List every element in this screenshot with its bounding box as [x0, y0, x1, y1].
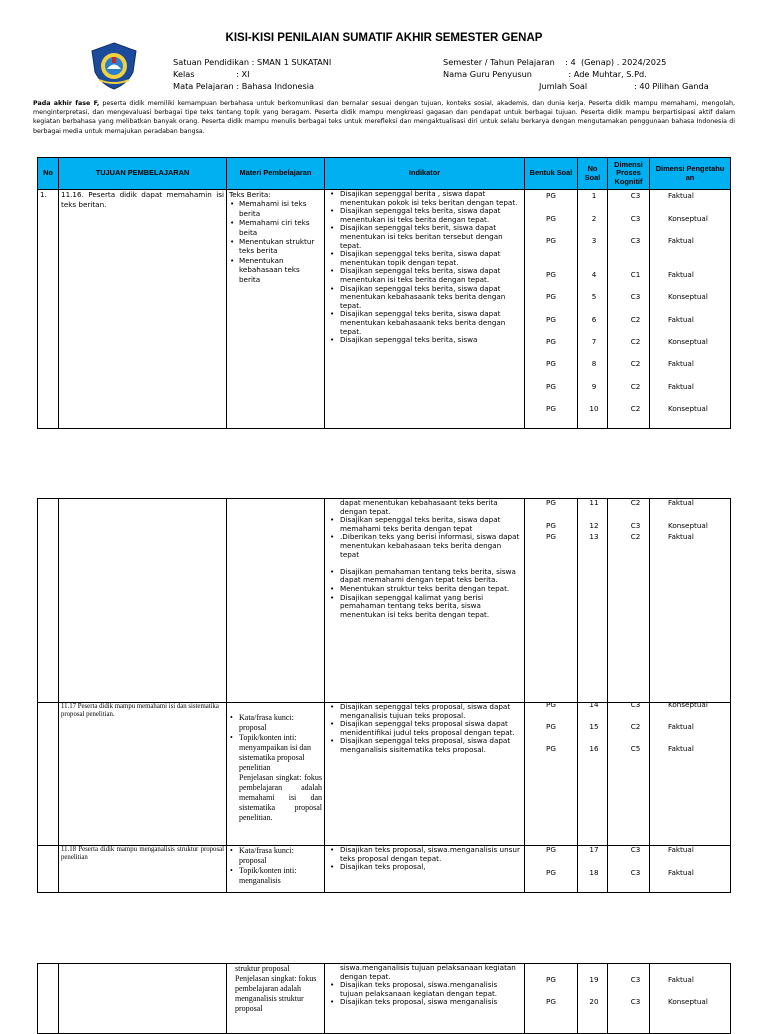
dimensi-pengetahuan: Konseptual — [668, 700, 708, 709]
list-item: • Disajikan pemahaman tentang teks berita, siswa dapat memahami dengan tepat teks berita. — [327, 568, 522, 585]
list-item: • Disajikan sepenggal teks berita, siswa dapat menentukan topik dengan tepat. — [327, 250, 522, 267]
dimensi-proses: C2 — [630, 382, 641, 391]
dimensi-proses: C2 — [630, 532, 641, 541]
indikator-continuation: dapat menentukan kebahasaant teks berita dengan tepat. — [340, 498, 498, 516]
dimensi-pengetahuan: Faktual — [668, 722, 694, 731]
nomor-soal: 18 — [589, 868, 599, 877]
nomor-soal: 13 — [589, 532, 599, 541]
materi-list — [229, 846, 322, 886]
dimensi-proses: C2 — [630, 337, 641, 346]
intro-text: peserta didik memiliki kemampuan berbahasa untuk berkomunikasi dan bernalar sesuai dengan tujuan, konteks sosial, akademis, dan dunia kerja. Peserta didik mampu memahami, mengolah, menginterpretasi, dan mengevaluasi berbagai tipe teks tentang topik yang beragam. Peserta didik mampu mengkreasi gagasan dan pendapat untuk berbagai tujuan. Peserta didik mampu berpartisipasi aktif dalam kegiatan berbahasa yang melibatkan banyak orang. Peserta didik mampu menulis berbagai teks untuk merefleksi dan mengaktualisasi diri untuk selalu berkarya dengan mengutamakan penggunaan bahasa Indonesia di berbagai media untuk memajukan peradaban bangsa. — [33, 100, 735, 135]
list-item: • Disajikan sepenggal teks berita, siswa dapat menentukan kebahasaank teks berita dengan tepat. — [327, 285, 522, 311]
dimensi-proses: C3 — [630, 868, 641, 877]
bentuk-soal: PG — [546, 868, 556, 877]
nomor-soal: 6 — [591, 315, 597, 324]
header-dimensi-pengetahuan: Dimensi Pengetahu an — [650, 158, 731, 190]
nomor-soal: 17 — [589, 845, 599, 854]
nomor-soal: 20 — [589, 997, 599, 1006]
bentuk-col — [525, 190, 578, 429]
indikator-list — [327, 190, 522, 345]
list-item: • Disajikan teks proposal, siswa.menganalisis unsur teks proposal dengan tepat. — [327, 846, 522, 863]
bentuk-soal: PG — [546, 382, 556, 391]
list-item: • Disajikan sepenggal teks proposal siswa dapat menidentifikai judul teks proposal dengan tepat. — [327, 720, 522, 737]
list-item: • Disajikan sepenggal teks berita, siswa dapat memahami teks berita dengan tepat — [327, 516, 522, 533]
bentuk-soal: PG — [546, 498, 556, 507]
dimensi-proses: C3 — [630, 214, 641, 223]
list-item: • Disajikan teks proposal, — [327, 863, 522, 872]
list-item: • Menentukan struktur teks berita — [229, 237, 322, 256]
kelas: Kelas : XI — [173, 69, 250, 79]
dimensi-pengetahuan: Faktual — [668, 868, 694, 877]
header-materi: Materi Pembelajaran — [227, 158, 325, 190]
row-materi — [227, 846, 325, 893]
bentuk-soal: PG — [546, 532, 556, 541]
header-indikator: Indikator — [325, 158, 525, 190]
row-materi — [227, 499, 325, 703]
dimensi-pengetahuan: Konseptual — [668, 292, 708, 301]
semester: Semester / Tahun Pelajaran : 4 (Genap) . 2024/2025 — [443, 57, 667, 67]
dimensi-pengetahuan: Konseptual — [668, 337, 708, 346]
bentuk-soal: PG — [546, 214, 556, 223]
nomor-soal: 3 — [591, 236, 597, 245]
dimensi-pengetahuan: Faktual — [668, 315, 694, 324]
table-row — [38, 190, 731, 429]
header-dimensi-proses: Dimensi Proses Kognitif — [608, 158, 650, 190]
nomor-soal: 9 — [591, 382, 597, 391]
intro-bold: Pada akhir fase F, — [33, 100, 100, 107]
header-no: No — [38, 158, 59, 190]
row-no — [38, 499, 59, 703]
row-tujuan: 11.17 Peserta didik mampu memahami isi dan sistematika proposal penelitian. — [59, 703, 227, 846]
satuan-pendidikan: Satuan Pendidikan : SMAN 1 SUKATANI — [173, 57, 332, 67]
dimensi-pengetahuan: Faktual — [668, 359, 694, 368]
nomor-soal: 2 — [591, 214, 597, 223]
list-item: • Disajikan sepenggal teks berita, siswa dapat menentukan isi teks berita dengan tepat. — [327, 267, 522, 284]
row-indikator — [325, 964, 525, 1034]
nomor-soal: 12 — [589, 521, 599, 530]
bentuk-soal: PG — [546, 997, 556, 1006]
dimensi-proses: C2 — [630, 315, 641, 324]
row-tujuan: 11.18 Peserta didik mampu menganalisis struktur proposal penelitian — [59, 846, 227, 893]
bentuk-soal: PG — [546, 270, 556, 279]
dimensi-pengetahuan: Konseptual — [668, 997, 708, 1006]
pengetahuan-col — [650, 190, 731, 429]
list-item: • Topik/konten inti: menganalisis — [229, 866, 322, 886]
dimensi-pengetahuan: Faktual — [668, 191, 694, 200]
bentuk-soal: PG — [546, 359, 556, 368]
header-no-soal: No Soal — [578, 158, 608, 190]
row-materi — [227, 703, 325, 846]
bentuk-soal: PG — [546, 700, 556, 709]
dimensi-pengetahuan: Faktual — [668, 845, 694, 854]
nomor-soal: 14 — [589, 700, 599, 709]
nomor-soal: 1 — [591, 191, 597, 200]
nomor-soal: 5 — [591, 292, 597, 301]
list-item: • .Diberikan teks yang berisi informasi, siswa dapat menentukan kebahasaan teks berita dengan tepat — [327, 533, 522, 559]
nosoal-col — [578, 190, 608, 429]
list-item: • Disajikan teks proposal, siswa.menganalisis tujuan pelaksanaan kegiatan dengan tepat. — [327, 981, 522, 998]
row-indikator — [325, 846, 525, 893]
list-item: • Kata/frasa kunci: proposal — [229, 713, 322, 733]
bentuk-soal: PG — [546, 337, 556, 346]
dimensi-proses: C3 — [630, 997, 641, 1006]
row-indikator — [325, 499, 525, 703]
dimensi-proses: C3 — [630, 521, 641, 530]
list-item: • Disajikan sepenggal teks berit, siswa dapat menentukan isi teks beritan tersebut dengan tepat. — [327, 224, 522, 250]
list-item: • Disajikan sepenggal teks berita, siswa — [327, 336, 522, 345]
dimensi-proses: C5 — [630, 744, 641, 753]
list-item: • Disajikan sepenggal teks proposal, siswa dapat menganalisis sisitematika teks proposal. — [327, 737, 522, 754]
nomor-soal: 19 — [589, 975, 599, 984]
nomor-soal: 10 — [589, 404, 599, 413]
tut-wuri-handayani-logo-icon — [89, 42, 139, 90]
dimensi-pengetahuan: Faktual — [668, 382, 694, 391]
proses-col — [608, 190, 650, 429]
nomor-soal: 8 — [591, 359, 597, 368]
list-item: • Kata/frasa kunci: proposal — [229, 846, 322, 866]
dimensi-proses: C2 — [630, 404, 641, 413]
indikator-continuation: siswa.menganalisis tujuan pelaksanaan kegiatan dengan tepat. — [340, 963, 516, 981]
nomor-soal: 7 — [591, 337, 597, 346]
header-bentuk-soal: Bentuk Soal — [525, 158, 578, 190]
header-tujuan: TUJUAN PEMBELAJARAN — [59, 158, 227, 190]
dimensi-pengetahuan: Konseptual — [668, 404, 708, 413]
indikator-list — [327, 516, 522, 619]
list-item: • Memahami isi teks berita — [229, 199, 322, 218]
dimensi-pengetahuan: Faktual — [668, 270, 694, 279]
row-tujuan: 11.16. Peserta didik dapat memahamin isi teks beritan. — [59, 190, 227, 429]
list-item: • Menentukan kebahasaan teks berita — [229, 256, 322, 284]
row-materi: struktur proposal Penjelasan singkat: fokus pembelajaran adalah menganalisis struktur proposal — [227, 964, 325, 1034]
nomor-soal: 16 — [589, 744, 599, 753]
list-item: • Disajikan sepenggal teks berita, siswa dapat menentukan kebahasaank teks berita dengan tepat. — [327, 310, 522, 336]
dimensi-proses: C3 — [630, 236, 641, 245]
kisi-kisi-table-page2 — [37, 498, 731, 893]
dimensi-proses: C3 — [630, 845, 641, 854]
dimensi-pengetahuan: Faktual — [668, 498, 694, 507]
dimensi-proses: C3 — [630, 975, 641, 984]
indikator-list — [327, 846, 522, 872]
mata-pelajaran: Mata Pelajaran : Bahasa Indonesia — [173, 81, 315, 91]
materi-list — [229, 713, 322, 773]
list-item: • Menentukan struktur teks berita dengan tepat. — [327, 585, 522, 594]
dimensi-proses: C2 — [630, 498, 641, 507]
list-item: • Disajikan sepenggal berita , siswa dapat menentukan pokok isi teks beritan dengan tepat. — [327, 190, 522, 207]
row-indikator — [325, 703, 525, 846]
jumlah-soal: Jumlah Soal : 40 Pilihan Ganda — [539, 81, 709, 91]
dimensi-pengetahuan: Faktual — [668, 236, 694, 245]
bentuk-soal: PG — [546, 744, 556, 753]
list-item: • Disajikan teks proposal, siswa menganalisis — [327, 998, 522, 1007]
list-item: • Topik/konten inti: menyampaikan isi dan sistematika proposal penelitian — [229, 733, 322, 773]
dimensi-proses: C2 — [630, 722, 641, 731]
materi-list — [229, 199, 322, 284]
dimensi-pengetahuan: Faktual — [668, 975, 694, 984]
bentuk-soal: PG — [546, 191, 556, 200]
nomor-soal: 15 — [589, 722, 599, 731]
bentuk-soal: PG — [546, 236, 556, 245]
list-item: • Disajikan sepenggal teks berita, siswa dapat menentukan isi teks berita dengan tepat. — [327, 207, 522, 224]
dimensi-proses: C2 — [630, 359, 641, 368]
bentuk-soal: PG — [546, 404, 556, 413]
dimensi-proses: C3 — [630, 700, 641, 709]
bentuk-soal: PG — [546, 845, 556, 854]
capaian-pembelajaran — [33, 99, 735, 136]
bentuk-soal: PG — [546, 521, 556, 530]
nama-guru: Nama Guru Penyusun : Ade Muhtar, S.Pd. — [443, 69, 647, 79]
bentuk-soal: PG — [546, 315, 556, 324]
dimensi-proses: C1 — [630, 270, 641, 279]
dimensi-proses: C3 — [630, 292, 641, 301]
bentuk-soal: PG — [546, 975, 556, 984]
list-item: • Disajikan sepenggal kalimat yang berisi pemahaman tentang teks berita, siswa menentukan isi teks berita dengan tepat. — [327, 594, 522, 620]
document-title: KISI-KISI PENILAIAN SUMATIF AKHIR SEMESTER GENAP — [225, 32, 543, 44]
list-item: • Disajikan sepenggal teks proposal, siswa dapat menganalisis tujuan teks proposal. — [327, 703, 522, 720]
dimensi-pengetahuan: Faktual — [668, 532, 694, 541]
row-materi — [227, 190, 325, 429]
dimensi-pengetahuan: Faktual — [668, 744, 694, 753]
list-item: • Memahami ciri teks beita — [229, 218, 322, 237]
bentuk-soal: PG — [546, 722, 556, 731]
materi-heading: Teks Berita: — [229, 190, 271, 199]
row-no: 1. — [38, 190, 59, 429]
dimensi-proses: C3 — [630, 191, 641, 200]
indikator-list — [327, 981, 522, 1007]
dimensi-pengetahuan: Konseptual — [668, 521, 708, 530]
row-indikator — [325, 190, 525, 429]
nomor-soal: 4 — [591, 270, 597, 279]
dimensi-pengetahuan: Konseptual — [668, 214, 708, 223]
nomor-soal: 11 — [589, 498, 599, 507]
indikator-list — [327, 703, 522, 755]
materi-penjelasan: Penjelasan singkat: fokus pembelajaran adalah memahami isi dan sistematika proposal penelitian. — [239, 773, 322, 822]
row-tujuan — [59, 499, 227, 703]
bentuk-soal: PG — [546, 292, 556, 301]
